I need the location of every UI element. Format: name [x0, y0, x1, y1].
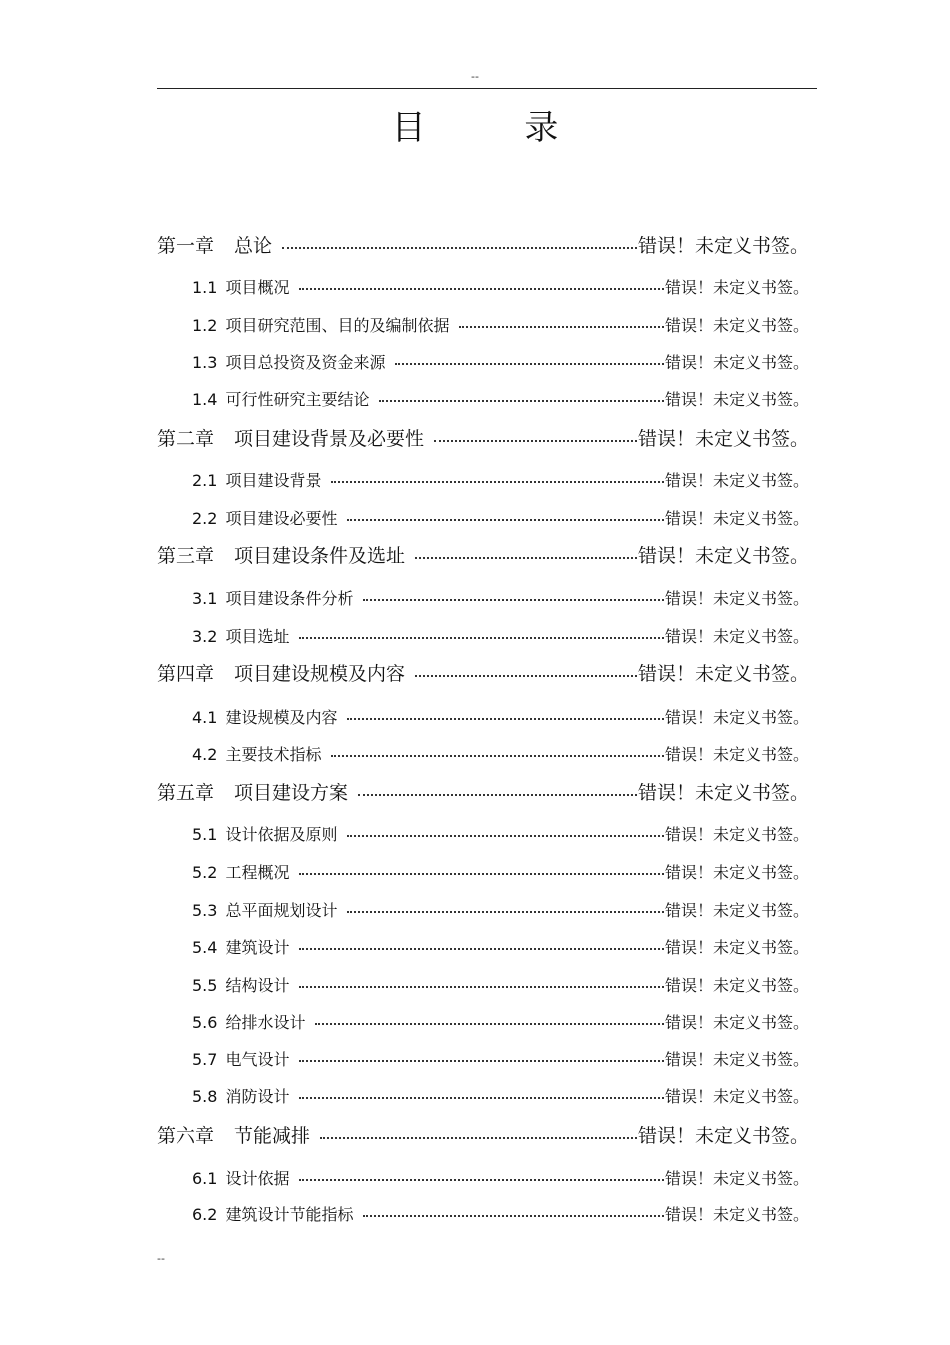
toc-section-row[interactable]	[192, 822, 809, 845]
toc-entry-label	[192, 1166, 289, 1189]
toc-section-row[interactable]	[192, 275, 809, 298]
toc-dot-leader	[320, 1133, 637, 1139]
toc-section-row[interactable]	[192, 1166, 809, 1189]
toc-page-ref: 错误！未定义书签。	[664, 825, 809, 844]
toc-dot-leader	[299, 944, 664, 950]
toc-dot-leader	[395, 359, 664, 365]
toc-entry-label	[192, 586, 353, 609]
toc-dot-leader	[299, 1056, 664, 1062]
toc-entry-number: 5.1	[192, 825, 218, 844]
toc-dot-leader	[299, 869, 664, 875]
toc-entry-label	[192, 387, 369, 410]
toc-entry-label	[157, 1121, 310, 1148]
toc-page-ref: 错误！未定义书签。	[664, 938, 809, 957]
toc-entry-text: 可行性研究主要结论	[225, 390, 370, 409]
toc-section-row[interactable]	[192, 586, 809, 609]
page-title: 目 录	[391, 108, 603, 148]
toc-entry-text: 项目概况	[225, 278, 290, 297]
toc-entry-label	[192, 624, 289, 647]
toc-entry-label	[192, 935, 289, 958]
toc-entry-label	[192, 275, 289, 298]
toc-entry-text: 设计依据及原则	[225, 825, 338, 844]
toc-entry-number: 第四章	[157, 663, 215, 685]
toc-section-row[interactable]	[192, 624, 809, 647]
toc-entry-number: 第二章	[157, 428, 215, 450]
toc-dot-leader	[299, 284, 664, 290]
toc-entry-text: 项目建设方案	[234, 782, 349, 804]
toc-entry-number: 1.2	[192, 316, 218, 335]
toc-page-ref: 错误！未定义书签。	[637, 545, 809, 567]
toc-entry-label	[192, 742, 321, 765]
toc-chapter-row[interactable]	[157, 424, 809, 451]
toc-entry-text: 主要技术指标	[225, 745, 322, 764]
toc-page-ref: 错误！未定义书签。	[664, 278, 809, 297]
toc-page-ref: 错误！未定义书签。	[664, 745, 809, 764]
toc-entry-label	[192, 1010, 305, 1033]
toc-entry-number: 4.2	[192, 745, 218, 764]
toc-page-ref: 错误！未定义书签。	[664, 509, 809, 528]
toc-page-ref: 错误！未定义书签。	[637, 663, 809, 685]
toc-entry-text: 项目建设背景	[225, 471, 322, 490]
toc-section-row[interactable]	[192, 1047, 809, 1070]
toc-entry-text: 设计依据	[225, 1169, 290, 1188]
toc-entry-text: 项目总投资及资金来源	[225, 353, 386, 372]
toc-section-row[interactable]	[192, 468, 809, 491]
toc-dot-leader	[331, 751, 664, 757]
toc-entry-number: 第一章	[157, 235, 215, 257]
toc-entry-text: 项目选址	[225, 627, 290, 646]
toc-entry-label	[157, 424, 424, 451]
toc-page-ref: 错误！未定义书签。	[664, 1169, 809, 1188]
toc-entry-label	[192, 705, 337, 728]
toc-dot-leader	[282, 243, 637, 249]
toc-entry-label	[192, 468, 321, 491]
toc-entry-label	[192, 1202, 353, 1225]
toc-page-ref: 错误！未定义书签。	[664, 708, 809, 727]
toc-entry-text: 项目建设规模及内容	[234, 663, 406, 685]
toc-entry-number: 6.2	[192, 1205, 218, 1224]
toc-section-row[interactable]	[192, 935, 809, 958]
toc-dot-leader	[363, 595, 664, 601]
toc-entry-number: 5.4	[192, 938, 218, 957]
toc-entry-number: 6.1	[192, 1169, 218, 1188]
toc-dot-leader	[347, 831, 664, 837]
toc-page-ref: 错误！未定义书签。	[664, 627, 809, 646]
toc-section-row[interactable]	[192, 387, 809, 410]
toc-page-ref: 错误！未定义书签。	[664, 316, 809, 335]
toc-section-row[interactable]	[192, 860, 809, 883]
toc-dot-leader	[379, 396, 664, 402]
toc-page-ref: 错误！未定义书签。	[664, 390, 809, 409]
toc-dot-leader	[358, 790, 637, 796]
toc-page-ref: 错误！未定义书签。	[637, 235, 809, 257]
toc-page-ref: 错误！未定义书签。	[664, 589, 809, 608]
toc-entry-text: 项目建设背景及必要性	[234, 428, 425, 450]
toc-dot-leader	[299, 1175, 664, 1181]
toc-entry-text: 项目建设必要性	[225, 509, 338, 528]
footer-mark: --	[157, 1252, 165, 1265]
toc-section-row[interactable]	[192, 705, 809, 728]
toc-entry-text: 结构设计	[225, 976, 290, 995]
toc-entry-number: 5.5	[192, 976, 218, 995]
toc-dot-leader	[415, 553, 637, 559]
toc-section-row[interactable]	[192, 973, 809, 996]
toc-dot-leader	[347, 907, 664, 913]
toc-entry-label	[192, 1047, 289, 1070]
toc-dot-leader	[415, 671, 637, 677]
toc-entry-label	[192, 313, 449, 336]
toc-entry-number: 2.1	[192, 471, 218, 490]
toc-entry-number: 5.3	[192, 901, 218, 920]
toc-entry-label	[157, 778, 348, 805]
toc-entry-text: 建筑设计	[225, 938, 290, 957]
toc-chapter-row[interactable]	[157, 541, 809, 568]
toc-chapter-row[interactable]	[157, 231, 809, 258]
toc-page-ref: 错误！未定义书签。	[637, 782, 809, 804]
toc-entry-text: 建筑设计节能指标	[225, 1205, 354, 1224]
toc-entry-number: 2.2	[192, 509, 218, 528]
toc-dot-leader	[299, 633, 664, 639]
toc-page-ref: 错误！未定义书签。	[664, 1205, 809, 1224]
toc-entry-text: 总论	[234, 235, 273, 257]
toc-entry-number: 1.3	[192, 353, 218, 372]
toc-entry-label	[192, 973, 289, 996]
toc-dot-leader	[299, 1093, 664, 1099]
toc-entry-label	[157, 231, 272, 258]
toc-entry-text: 电气设计	[225, 1050, 290, 1069]
toc-entry-number: 5.8	[192, 1087, 218, 1106]
toc-entry-text: 项目研究范围、目的及编制依据	[225, 316, 450, 335]
toc-page-ref: 错误！未定义书签。	[664, 471, 809, 490]
toc-entry-text: 项目建设条件分析	[225, 589, 354, 608]
header-mark: --	[471, 70, 479, 83]
toc-page-ref: 错误！未定义书签。	[664, 1087, 809, 1106]
toc-dot-leader	[459, 322, 664, 328]
toc-page-ref: 错误！未定义书签。	[637, 1125, 809, 1147]
toc-entry-label	[157, 541, 405, 568]
toc-entry-number: 5.7	[192, 1050, 218, 1069]
toc-entry-number: 3.2	[192, 627, 218, 646]
toc-section-row[interactable]	[192, 1202, 809, 1225]
toc-entry-number: 第五章	[157, 782, 215, 804]
toc-entry-label	[192, 860, 289, 883]
toc-entry-number: 1.1	[192, 278, 218, 297]
toc-entry-label	[192, 1084, 289, 1107]
toc-entry-text: 节能减排	[234, 1125, 311, 1147]
toc-entry-number: 5.2	[192, 863, 218, 882]
toc-dot-leader	[315, 1019, 664, 1025]
toc-entry-number: 第六章	[157, 1125, 215, 1147]
toc-entry-text: 总平面规划设计	[225, 901, 338, 920]
toc-section-row[interactable]	[192, 742, 809, 765]
toc-entry-label	[192, 898, 337, 921]
toc-section-row[interactable]	[192, 350, 809, 373]
toc-dot-leader	[331, 477, 664, 483]
toc-page-ref: 错误！未定义书签。	[664, 901, 809, 920]
toc-entry-text: 项目建设条件及选址	[234, 545, 406, 567]
toc-dot-leader	[347, 714, 664, 720]
toc-dot-leader	[299, 982, 664, 988]
toc-entry-number: 4.1	[192, 708, 218, 727]
toc-section-row[interactable]	[192, 506, 809, 529]
toc-entry-text: 消防设计	[225, 1087, 290, 1106]
toc-entry-number: 3.1	[192, 589, 218, 608]
toc-entry-label	[192, 506, 337, 529]
toc-dot-leader	[347, 515, 664, 521]
toc-entry-number: 1.4	[192, 390, 218, 409]
toc-chapter-row[interactable]	[157, 659, 809, 686]
toc-entry-label	[157, 659, 405, 686]
toc-section-row[interactable]	[192, 313, 809, 336]
toc-entry-label	[192, 822, 337, 845]
toc-dot-leader	[363, 1211, 664, 1217]
toc-entry-number: 5.6	[192, 1013, 218, 1032]
toc-entry-number: 第三章	[157, 545, 215, 567]
toc-entry-text: 建设规模及内容	[225, 708, 338, 727]
toc-page-ref: 错误！未定义书签。	[664, 976, 809, 995]
toc-page-ref: 错误！未定义书签。	[664, 1013, 809, 1032]
toc-section-row[interactable]	[192, 898, 809, 921]
toc-page-ref: 错误！未定义书签。	[664, 353, 809, 372]
toc-page-ref: 错误！未定义书签。	[637, 428, 809, 450]
toc-page-ref: 错误！未定义书签。	[664, 1050, 809, 1069]
toc-section-row[interactable]	[192, 1084, 809, 1107]
toc-section-row[interactable]	[192, 1010, 809, 1033]
toc-entry-text: 工程概况	[225, 863, 290, 882]
toc-dot-leader	[434, 436, 637, 442]
toc-page-ref: 错误！未定义书签。	[664, 863, 809, 882]
toc-entry-label	[192, 350, 385, 373]
toc-chapter-row[interactable]	[157, 778, 809, 805]
toc-entry-text: 给排水设计	[225, 1013, 306, 1032]
toc-chapter-row[interactable]	[157, 1121, 809, 1148]
